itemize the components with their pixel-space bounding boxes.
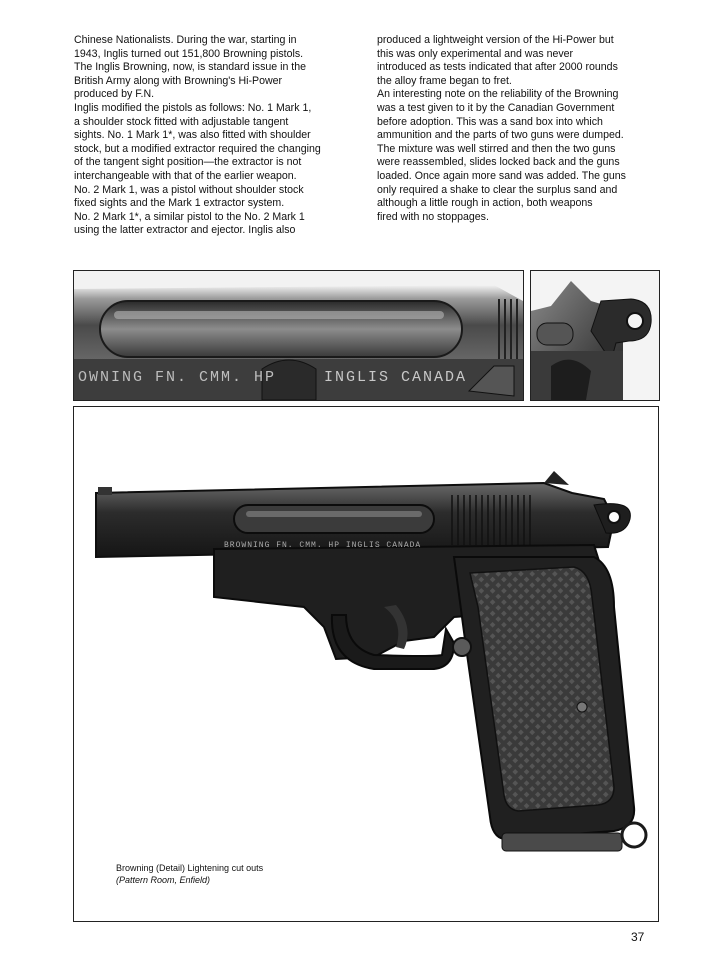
caption-credit: (Pattern Room, Enfield) — [116, 875, 211, 885]
text-line: interchangeable with that of the earlier weapon. — [74, 169, 297, 182]
text-line: The mixture was well stirred and then the two guns — [377, 142, 616, 155]
text-line: fired with no stoppages. — [377, 210, 489, 223]
text-line: only required a shake to clear the surplus sand and — [377, 183, 618, 196]
text-line: before adoption. This was a sand box into which — [377, 115, 603, 128]
text-line: stock, but a modified extractor required the changing — [74, 142, 321, 155]
text-line: 1943, Inglis turned out 151,800 Browning pistols. — [74, 47, 304, 60]
text-line: using the latter extractor and ejector. Inglis also — [74, 224, 296, 237]
hammer-detail-photo — [530, 270, 660, 401]
text-line: British Army along with Browning's Hi-Power — [74, 74, 283, 87]
text-line: of the tangent sight position—the extractor is not — [74, 156, 302, 169]
right-text-column — [377, 34, 662, 224]
text-line: produced a lightweight version of the Hi-Power but — [377, 34, 614, 46]
text-line: although a little rough in action, both weapons — [377, 197, 593, 210]
figure-caption — [116, 862, 263, 886]
text-line: was a test given to it by the Canadian Government — [377, 101, 615, 114]
text-line: were reassembled, slides locked back and the guns — [377, 156, 620, 169]
text-line: Chinese Nationalists. During the war, starting in — [74, 34, 297, 46]
pistol-photo — [73, 406, 659, 922]
slide-engraving-right: INGLIS CANADA — [324, 369, 468, 386]
left-text-column — [74, 34, 364, 238]
text-line: sights. No. 1 Mark 1*, was also fitted with shoulder — [74, 129, 311, 142]
text-line: No. 2 Mark 1*, a similar pistol to the No. 2 Mark 1 — [74, 210, 305, 223]
text-line: this was only experimental and was never — [377, 47, 574, 60]
text-line: The Inglis Browning, now, is standard issue in the — [74, 61, 307, 74]
slide-detail-photo — [73, 270, 524, 401]
text-line: No. 2 Mark 1, was a pistol without shoulder stock — [74, 183, 304, 196]
text-line: a shoulder stock fitted with adjustable tangent — [74, 115, 289, 128]
text-line: loaded. Once again more sand was added. The guns — [377, 169, 626, 182]
pistol-engraving: BROWNING FN. CMM. HP INGLIS CANADA — [224, 541, 422, 550]
text-line: produced by F.N. — [74, 88, 155, 101]
text-line: fixed sights and the Mark 1 extractor system. — [74, 197, 285, 210]
caption-title: Browning (Detail) Lightening cut outs — [116, 863, 264, 873]
text-line: the alloy frame began to fret. — [377, 74, 512, 87]
slide-engraving-left: OWNING FN. CMM. HP — [78, 369, 277, 386]
text-line: An interesting note on the reliability of the Browning — [377, 88, 619, 101]
text-line: introduced as tests indicated that after 2000 rounds — [377, 61, 618, 74]
text-line: ammunition and the parts of two guns were dumped. — [377, 129, 624, 142]
page-number: 37 — [631, 930, 645, 944]
text-line: Inglis modified the pistols as follows: No. 1 Mark 1, — [74, 101, 312, 114]
